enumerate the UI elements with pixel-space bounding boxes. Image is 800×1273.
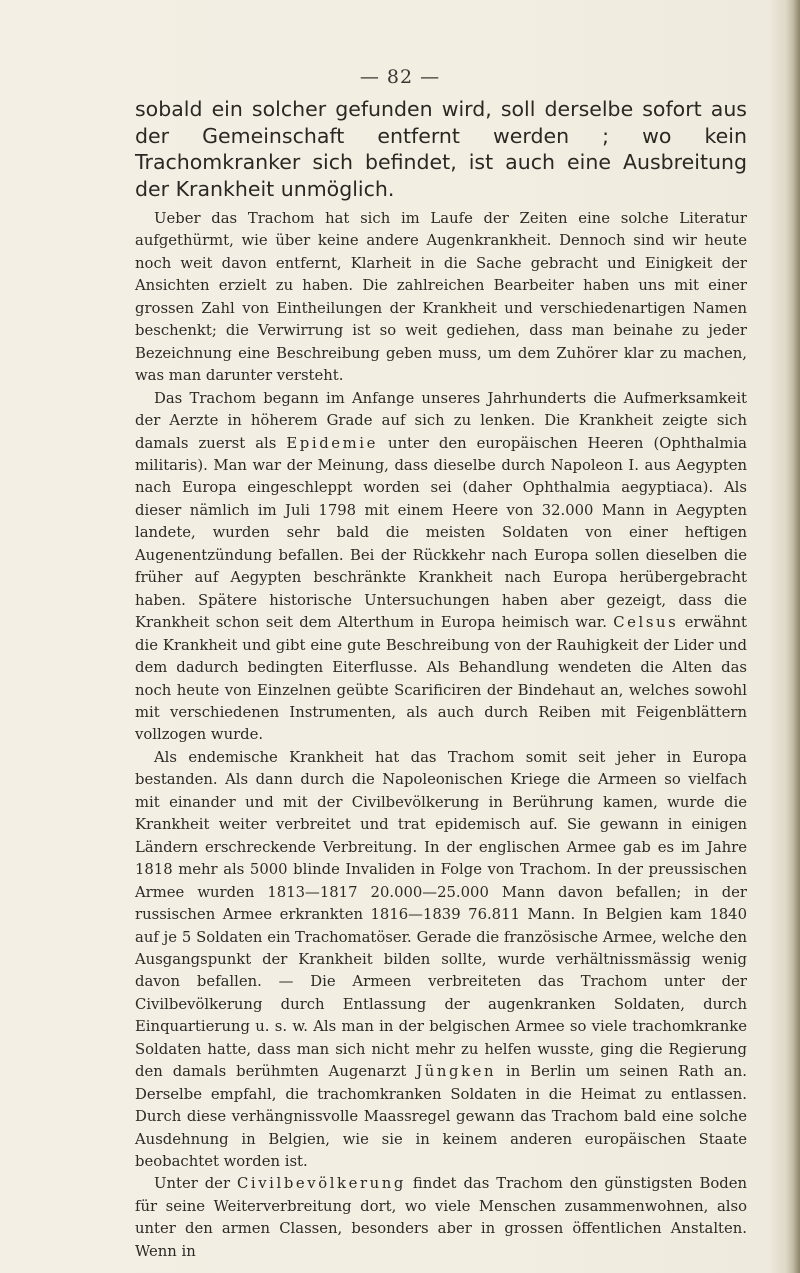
body-text — [135, 96, 747, 1263]
paragraph-civilians — [135, 1173, 747, 1263]
paragraph-text: Als endemische Krankheit hat das Trachom somit seit jeher in Europa bestanden. Als dann durch die Napoleonischen Kriege die Armeen so vielfach mit einander und mit der Civilbevölkerung in Berührung kamen, wurde die Krankheit weiter verbreitet und trat epidemisch auf. Sie gewann in einigen Ländern erschreckende Verbreitung. In der englischen Armee gab es im Jahre 1818 mehr als 5000 blinde Invaliden in Folge von Trachom. In der preussischen Armee wurden 1813—1817 20.000—25.000 Mann davon befallen; in der russischen Armee erkrankten 1816—1839 76.811 Mann. In Belgien kam 1840 auf je 5 Soldaten ein Trachomatöser. Gerade die französische Armee, welche den Ausgangspunkt der Krankheit bilden sollte, wurde verhältnissmässig wenig davon befallen. — Die Armeen verbreiteten das Trachom unter der Civilbevölkerung durch Entlassung der augenkranken Soldaten, durch Einquartierung u. s. w. Als man in der belgischen Armee so viele trachomkranke Soldaten hatte, dass man sich nicht mehr zu helfen wusste, ging die Regierung den damals berühmten Augenarzt — [135, 748, 747, 1081]
paragraph-text: findet das Trachom den günstigsten Boden für seine Weiterverbreitung dort, wo viele Menschen zusammenwohnen, also unter den armen Classen, besonders aber in grossen öffentlichen Anstalten. Wenn in — [135, 1175, 747, 1260]
emphasis-celsus: Celsus — [613, 614, 679, 632]
paragraph-literature — [135, 208, 747, 388]
page-number: — 82 — — [359, 66, 441, 88]
paragraph-text: Das Trachom begann im Anfange unseres Jahrhunderts die Aufmerksamkeit der Aerzte in höherem Grade auf sich zu lenken. Die Krankheit zeigte sich damals zuerst als — [135, 389, 747, 452]
emphasis-civilbevoelkerung: Civilbevölkerung — [236, 1175, 406, 1193]
lead-paragraph: sobald ein solcher gefunden wird, soll derselbe sofort aus der Gemeinschaft entfernt werden ; wo kein Trachomkranker sich befindet, ist auch eine Ausbreitung der Krankheit unmöglich. — [135, 97, 747, 201]
emphasis-juengken: Jüngken — [416, 1063, 497, 1081]
paragraph-history — [135, 388, 747, 747]
paragraph-text: unter den europäischen Heeren (Ophthalmia militaris). Man war der Meinung, dass dieselbe durch Napoleon I. aus Aegypten nach Europa eingeschleppt worden sei (daher Ophthalmia aegyptiaca). Als dieser nämlich im Juli 1798 mit einem Heere von 32.000 Mann in Aegypten landete, wurden sehr bald die meisten Soldaten von einer heftigen Augenentzündung befallen. Bei der Rückkehr nach Europa sollen dieselben die früher auf Aegypten beschränkte Krankheit nach Europa herübergebracht haben. Spätere historische Untersuchungen haben aber gezeigt, dass die Krankheit schon seit dem Alterthum in Europa heimisch war. — [135, 434, 747, 632]
paragraph-endemic — [135, 747, 747, 1174]
paragraph-text: Ueber das Trachom hat sich im Laufe der Zeiten eine solche Literatur aufgethürmt, wie über keine andere Augenkrankheit. Dennoch sind wir heute noch weit davon entfernt, Klarheit in die Sache gebracht und Einigkeit der Ansichten erzielt zu haben. Die zahlreichen Bearbeiter haben uns mit einer grossen Zahl von Eintheilungen der Krankheit und verschiedenartigen Namen beschenkt; die Verwirrung ist so weit gediehen, dass man beinahe zu jeder Bezeichnung eine Beschreibung geben muss, um dem Zuhörer klar zu machen, was man darunter versteht. — [135, 210, 747, 385]
paragraph-text: in Berlin um seinen Rath an. Derselbe empfahl, die trachomkranken Soldaten in die Heimat zu entlassen. Durch diese verhängnissvolle Maassregel gewann das Trachom bald eine solche Ausdehnung in Belgien, wie sie in keinem anderen europäischen Staate beobachtet worden ist. — [135, 1063, 747, 1171]
paragraph-text: Unter der — [154, 1175, 237, 1193]
page-edge-shadow — [786, 0, 800, 1273]
emphasis-epidemie: Epidemie — [286, 434, 378, 452]
paragraph-text: erwähnt die Krankheit und gibt eine gute Beschreibung von der Rauhigkeit der Lider und dem dadurch bedingten Eiterflusse. Als Behandlung wendeten die Alten das noch heute von Einzelnen geübte Scarificiren der Bindehaut an, welches sowohl mit verschiedenen Instrumenten, als auch durch Reiben mit Feigenblättern vollzogen wurde. — [135, 614, 748, 744]
